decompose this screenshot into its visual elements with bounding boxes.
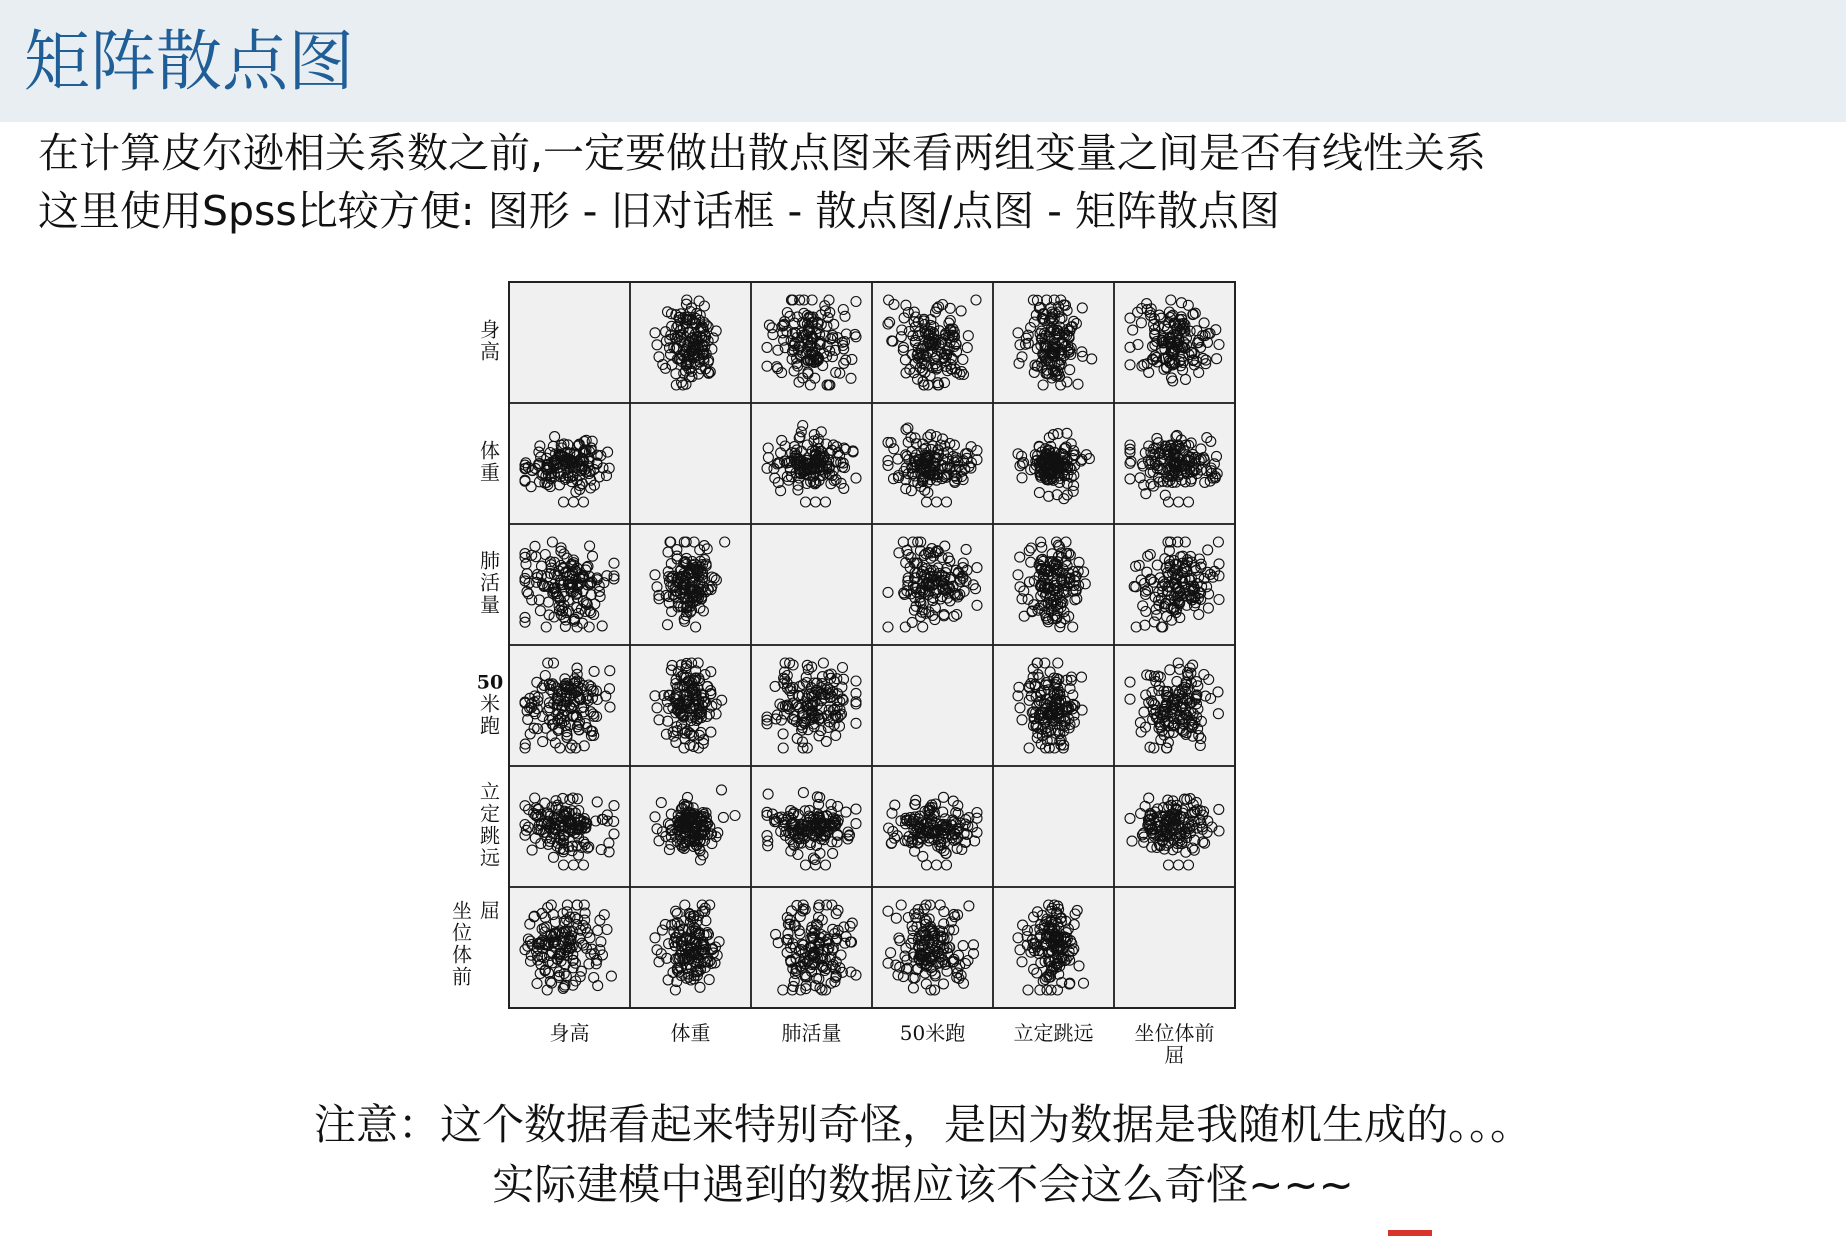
col-label: 体重 [670, 1021, 711, 1045]
row-label-char: 远 [480, 845, 500, 870]
row-label-char: 米 [480, 691, 500, 716]
row-label-char: 体 [452, 942, 472, 967]
intro-line-1: 在计算皮尔逊相关系数之前,一定要做出散点图来看两组变量之间是否有线性关系 [38, 129, 1487, 177]
row-label-char: 肺 [480, 548, 500, 573]
col-label: 身高 [549, 1021, 590, 1045]
note-line-1: 注意：这个数据看起来特别奇怪，是因为数据是我随机生成的。。。 [313, 1100, 1532, 1149]
row-label-char: 身 [480, 317, 500, 342]
row-label-char: 屈 [480, 898, 500, 923]
row-label-char: 位 [452, 920, 472, 945]
col-label: 屈 [1164, 1043, 1185, 1067]
matrix-cells [509, 282, 1235, 1008]
col-label: 立定跳远 [1013, 1021, 1094, 1045]
red-mark [1388, 1230, 1432, 1236]
col-label: 坐位体前 [1134, 1021, 1215, 1045]
col-label: 肺活量 [781, 1021, 842, 1045]
row-label-char: 活 [480, 570, 500, 595]
row-label-char: 立 [480, 779, 500, 804]
row-label-char: 高 [480, 339, 500, 364]
row-label-char: 重 [480, 460, 500, 485]
note-line-2: 实际建模中遇到的数据应该不会这么奇怪~~~ [492, 1160, 1354, 1209]
row-label-char: 量 [480, 592, 500, 617]
row-label-char: 定 [480, 801, 500, 826]
row-label-char: 跳 [480, 823, 500, 848]
col-label: 50米跑 [899, 1021, 966, 1045]
row-label-char: 体 [480, 438, 500, 463]
row-label-char: 坐 [452, 898, 472, 923]
row-label-char: 跑 [480, 713, 500, 738]
row-label-char: 前 [452, 964, 472, 989]
intro-line-2: 这里使用Spss比较方便: 图形 - 旧对话框 - 散点图/点图 - 矩阵散点图 [38, 187, 1281, 235]
row-label-char: 50 [476, 671, 504, 694]
slide-title: 矩阵散点图 [24, 23, 354, 100]
